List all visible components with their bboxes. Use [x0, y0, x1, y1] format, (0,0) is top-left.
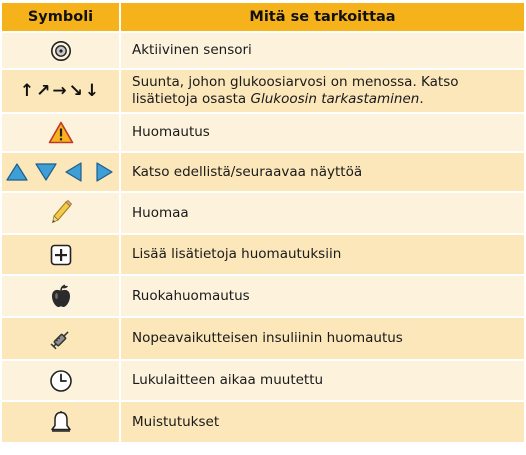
clock-icon [49, 369, 73, 393]
apple-icon [50, 284, 72, 308]
symbol-column-header: Symboli [2, 3, 120, 32]
pencil-icon [50, 200, 72, 226]
table-row [2, 275, 524, 317]
description-cell [120, 69, 524, 113]
symbol-cell [2, 69, 120, 113]
table-row [2, 401, 524, 442]
table-row [2, 152, 524, 192]
description-cell: Nopeavaikutteisen insuliinin huomautus [120, 317, 524, 360]
description-cell: Huomaa [120, 192, 524, 234]
table-row [2, 360, 524, 401]
warning-icon [48, 121, 74, 144]
symbol-cell [2, 32, 120, 69]
symbol-cell [2, 152, 120, 192]
plus-box-icon [50, 244, 72, 266]
triangle-right-icon [97, 163, 112, 181]
description-text: Suunta, johon glukoosiarvosi on menossa. Katso lisätietoja osasta [132, 74, 459, 107]
description-end: . [419, 91, 424, 107]
description-cell: Aktiivinen sensori [120, 32, 524, 69]
arrow-up-icon: ↑ [19, 81, 37, 101]
description-cell: Katso edellistä/seuraavaa näyttöä [120, 152, 524, 192]
description-cell: Lisää lisätietoja huomautuksiin [120, 234, 524, 275]
table-row [2, 234, 524, 275]
table-row [2, 113, 524, 152]
triangle-down-icon [36, 164, 56, 180]
symbol-cell [2, 192, 120, 234]
symbol-cell [2, 113, 120, 152]
table-row [2, 317, 524, 360]
arrow-up-right-icon: ↗ [36, 81, 53, 101]
active-sensor-icon [50, 40, 72, 62]
description-cell: Muistutukset [120, 401, 524, 442]
symbol-cell [2, 401, 120, 442]
arrow-down-icon: ↓ [84, 81, 102, 101]
section-reference: Glukoosin tarkastaminen [250, 91, 420, 107]
navigation-triangles-icon [5, 161, 117, 183]
table-header-row [2, 3, 524, 32]
triangle-up-icon [7, 164, 27, 180]
symbol-cell [2, 234, 120, 275]
symbol-table [2, 3, 524, 442]
table-row [2, 69, 524, 113]
bell-icon [49, 410, 73, 434]
description-cell: Ruokahuomautus [120, 275, 524, 317]
triangle-left-icon [66, 163, 81, 181]
description-cell: Lukulaitteen aikaa muutettu [120, 360, 524, 401]
symbol-cell [2, 317, 120, 360]
symbol-cell [2, 360, 120, 401]
meaning-column-header: Mitä se tarkoittaa [120, 3, 524, 32]
arrow-right-icon: → [52, 81, 69, 101]
symbol-cell [2, 275, 120, 317]
trend-arrows-icon [20, 81, 101, 101]
table-row [2, 192, 524, 234]
syringe-icon [49, 327, 73, 351]
table-row [2, 32, 524, 69]
arrow-down-right-icon: ↘ [68, 81, 85, 101]
description-cell: Huomautus [120, 113, 524, 152]
